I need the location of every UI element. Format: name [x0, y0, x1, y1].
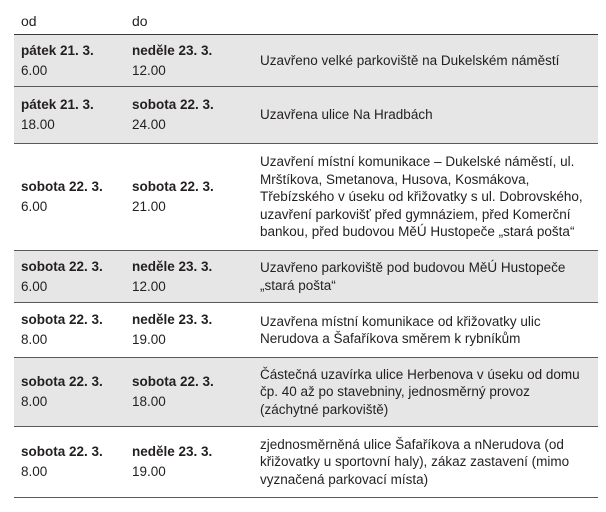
- description-cell: [252, 313, 598, 348]
- from-time: 6.00: [21, 199, 48, 214]
- to-day: neděle 23. 3.: [132, 42, 213, 58]
- to-time: 18.00: [132, 394, 166, 409]
- from-cell: [14, 442, 132, 482]
- from-day: sobota 22. 3.: [21, 258, 103, 274]
- to-cell: [132, 95, 252, 135]
- from-time: 8.00: [21, 464, 48, 479]
- to-cell: [132, 257, 252, 297]
- to-time: 19.00: [132, 464, 166, 479]
- to-cell: [132, 177, 252, 217]
- to-cell: [132, 310, 252, 350]
- from-day: sobota 22. 3.: [21, 444, 103, 459]
- to-time: 24.00: [132, 117, 166, 132]
- to-day: sobota 22. 3.: [132, 97, 214, 112]
- to-cell: [132, 41, 252, 81]
- description-cell: [252, 153, 598, 241]
- to-cell: [132, 442, 252, 482]
- to-time: 12.00: [132, 62, 166, 78]
- from-cell: [14, 41, 132, 81]
- description-cell: [252, 106, 598, 124]
- from-time: 6.00: [21, 62, 48, 78]
- table-row: [14, 144, 598, 251]
- header-from: od: [21, 13, 37, 29]
- to-day: neděle 23. 3.: [132, 258, 213, 274]
- from-day: sobota 22. 3.: [21, 312, 103, 327]
- table-row: [14, 358, 598, 427]
- to-time: 21.00: [132, 199, 166, 214]
- from-day: pátek 21. 3.: [21, 42, 94, 58]
- from-cell: [14, 310, 132, 350]
- table-body: [14, 35, 598, 498]
- to-day: sobota 22. 3.: [132, 179, 214, 194]
- description-text: zjednosměrněná ulice Šafaříkova a nNerudova (od křižovatky u sportovní haly), zákaz zastavení (mimo vyznačená parkovací místa): [260, 436, 570, 487]
- table-row: [14, 427, 598, 498]
- from-day: pátek 21. 3.: [21, 97, 94, 112]
- from-time: 8.00: [21, 332, 48, 347]
- to-day: neděle 23. 3.: [132, 312, 213, 327]
- description-text: Částečná uzavírka ulice Herbenova v úseku od domu čp. 40 až po stavebniny, jednosměrný provoz (záchytné parkoviště): [260, 366, 580, 417]
- from-time: 6.00: [21, 278, 48, 294]
- header-to: do: [132, 13, 148, 29]
- description-cell: [252, 259, 598, 294]
- from-cell: [14, 177, 132, 217]
- to-day: sobota 22. 3.: [132, 374, 214, 389]
- description-text: Uzavřena ulice Na Hradbách: [260, 107, 433, 123]
- description-cell: [252, 52, 598, 70]
- from-cell: [14, 257, 132, 297]
- table-row: [14, 251, 598, 303]
- table-header: [14, 8, 598, 35]
- to-time: 12.00: [132, 278, 166, 294]
- description-text: Uzavření místní komunikace – Dukelské náměstí, ul. Mrštíkova, Smetanova, Husova, Kosmákova, Třebízského v úseku od křižovatky s ul. Dobrovského, uzavření parkovišť před gymnáziem, před Komerční bankou, před budovou MěÚ Hustopeče „stará pošta“: [260, 154, 583, 240]
- to-cell: [132, 372, 252, 412]
- description-text: Uzavřena místní komunikace od křižovatky ulic Nerudova a Šafaříkova směrem k rybníkům: [260, 313, 541, 346]
- from-cell: [14, 95, 132, 135]
- description-text: Uzavřeno parkoviště pod budovou MěÚ Hustopeče „stará pošta“: [260, 260, 566, 293]
- table-row: [14, 303, 598, 358]
- from-time: 18.00: [21, 117, 55, 132]
- from-day: sobota 22. 3.: [21, 374, 103, 389]
- to-day: neděle 23. 3.: [132, 444, 213, 459]
- to-time: 19.00: [132, 332, 166, 347]
- description-cell: [252, 366, 598, 419]
- description-cell: [252, 436, 598, 489]
- from-cell: [14, 372, 132, 412]
- description-text: Uzavřeno velké parkoviště na Dukelském náměstí: [260, 52, 560, 68]
- table-row: [14, 35, 598, 87]
- closures-table: [14, 8, 598, 498]
- from-time: 8.00: [21, 394, 48, 409]
- from-day: sobota 22. 3.: [21, 179, 103, 194]
- table-row: [14, 87, 598, 144]
